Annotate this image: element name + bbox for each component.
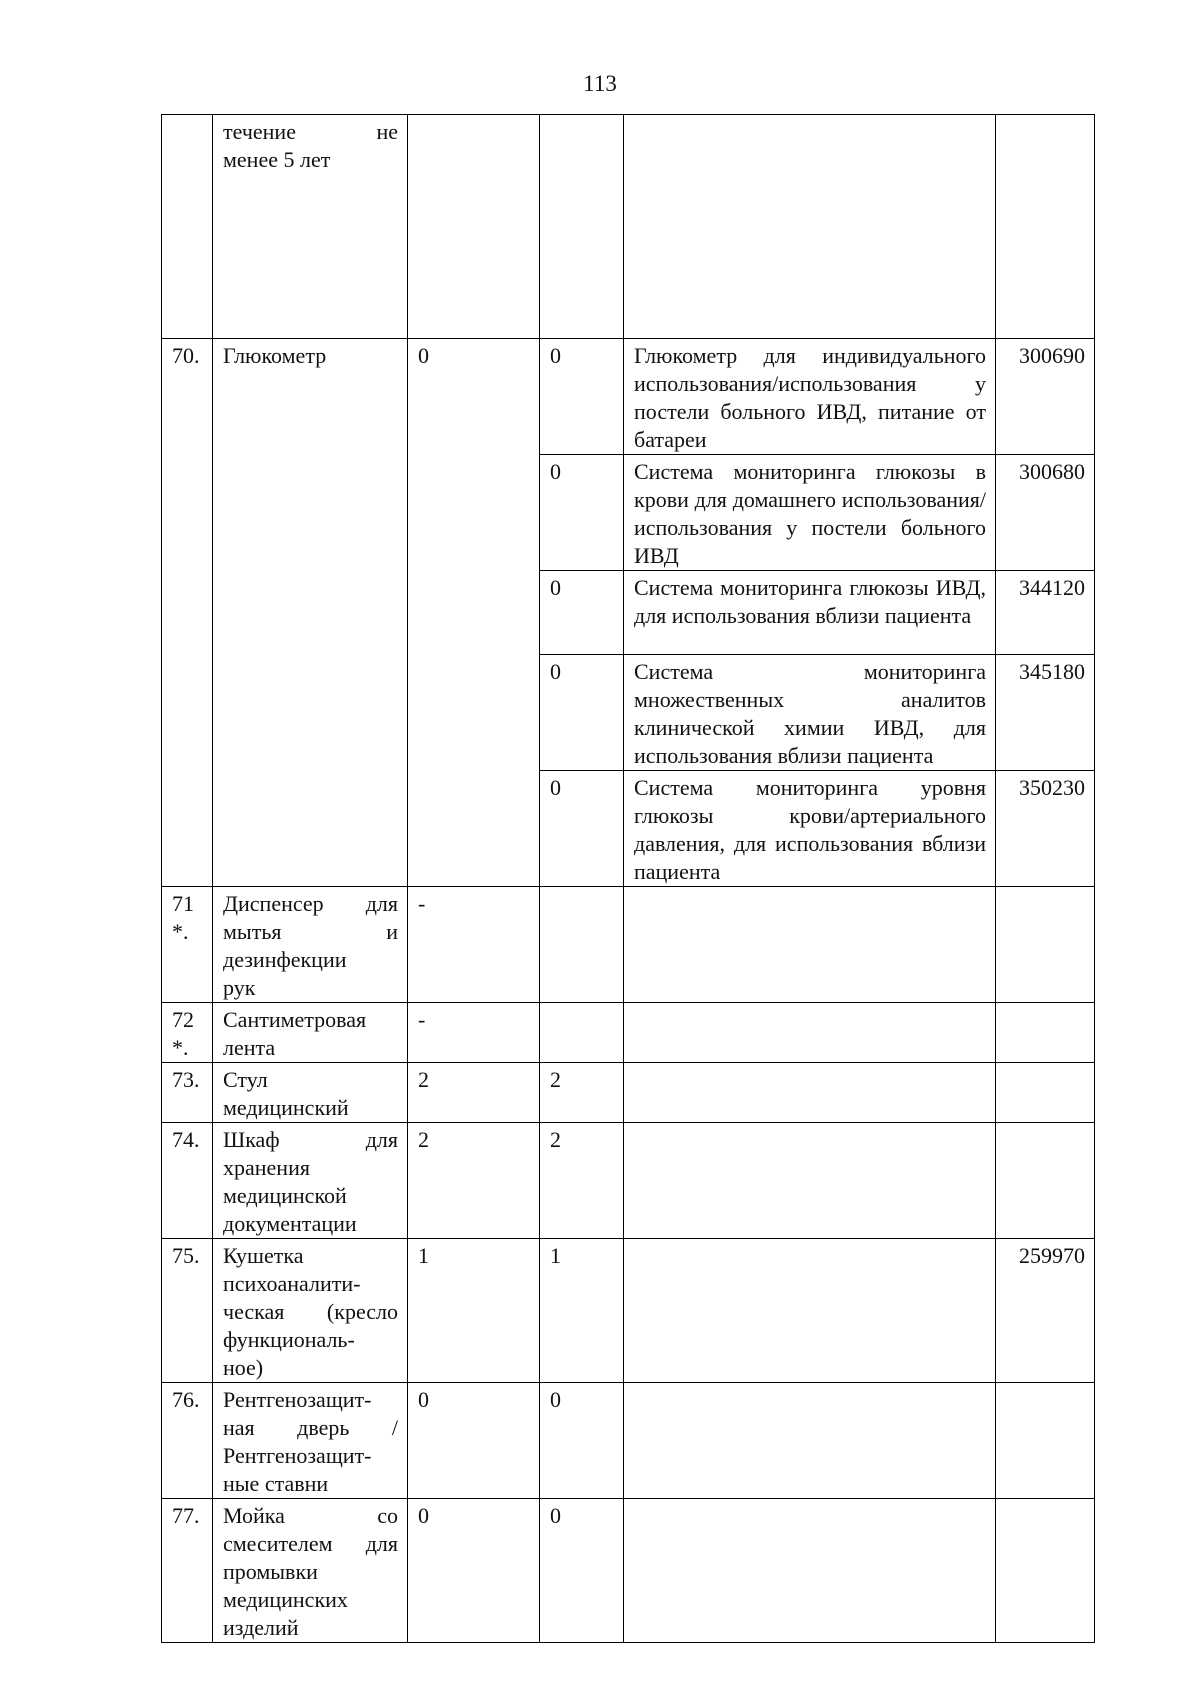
device-code (996, 1383, 1095, 1499)
device-code (996, 1003, 1095, 1063)
row-number (162, 115, 213, 339)
equipment-name: течение не менее 5 лет (213, 115, 408, 339)
quantity-actual: 2 (540, 1063, 624, 1123)
quantity-required: 0 (408, 1383, 540, 1499)
row-number: 77. (162, 1499, 213, 1643)
row-number: 74. (162, 1123, 213, 1239)
table-row (162, 1499, 1095, 1643)
quantity-actual: 0 (540, 1383, 624, 1499)
device-code (996, 115, 1095, 339)
quantity-required: 1 (408, 1239, 540, 1383)
row-number: 72 *. (162, 1003, 213, 1063)
device-code: 259970 (996, 1239, 1095, 1383)
device-description (624, 1123, 996, 1239)
quantity-actual: 0 (540, 1499, 624, 1643)
quantity-required (408, 115, 540, 339)
device-description: Система мониторинга уровня глюкозы крови/артериального давления, для использования вблизи пациента (624, 771, 996, 887)
table-row (162, 1063, 1095, 1123)
table-row (162, 1239, 1095, 1383)
quantity-required: 2 (408, 1123, 540, 1239)
equipment-name: Шкаф для хранения медицинской документации (213, 1123, 408, 1239)
quantity-required: - (408, 1003, 540, 1063)
table-row (162, 887, 1095, 1003)
row-number: 70. (162, 339, 213, 887)
equipment-name: Стул медицинский (213, 1063, 408, 1123)
row-number: 73. (162, 1063, 213, 1123)
equipment-name: Мойка со смесителем для промывки медицинских изделий (213, 1499, 408, 1643)
row-number: 71 *. (162, 887, 213, 1003)
equipment-name: Кушетка психоаналити- ческая (кресло функциональ- ное) (213, 1239, 408, 1383)
quantity-actual: 0 (540, 571, 624, 655)
quantity-required: 2 (408, 1063, 540, 1123)
row-number: 75. (162, 1239, 213, 1383)
quantity-actual (540, 887, 624, 1003)
quantity-actual: 1 (540, 1239, 624, 1383)
quantity-actual (540, 115, 624, 339)
equipment-name: Диспенсер для мытья и дезинфекции рук (213, 887, 408, 1003)
quantity-actual: 0 (540, 455, 624, 571)
device-code (996, 1499, 1095, 1643)
device-description: Глюкометр для индивидуального использования/использования у постели больного ИВД, питание от батареи (624, 339, 996, 455)
device-code: 345180 (996, 655, 1095, 771)
device-code (996, 1123, 1095, 1239)
device-description (624, 1499, 996, 1643)
row-number: 76. (162, 1383, 213, 1499)
quantity-actual: 2 (540, 1123, 624, 1239)
table-row (162, 1123, 1095, 1239)
equipment-name: Рентгенозащит- ная дверь / Рентгенозащит- ные ставни (213, 1383, 408, 1499)
page-number: 113 (583, 71, 617, 96)
device-description: Система мониторинга глюкозы в крови для домашнего использования/использования у постели больного ИВД (624, 455, 996, 571)
quantity-actual: 0 (540, 339, 624, 455)
table-row (162, 1003, 1095, 1063)
quantity-actual: 0 (540, 655, 624, 771)
quantity-actual (540, 1003, 624, 1063)
equipment-table (161, 114, 1095, 1643)
device-code (996, 1063, 1095, 1123)
quantity-required: - (408, 887, 540, 1003)
device-description (624, 1239, 996, 1383)
device-code: 350230 (996, 771, 1095, 887)
device-description: Система мониторинга глюкозы ИВД, для использования вблизи пациента (624, 571, 996, 655)
device-description (624, 1063, 996, 1123)
device-description (624, 115, 996, 339)
quantity-required: 0 (408, 1499, 540, 1643)
equipment-name: Глюкометр (213, 339, 408, 887)
device-code (996, 887, 1095, 1003)
quantity-actual: 0 (540, 771, 624, 887)
table-row (162, 115, 1095, 339)
device-code: 300690 (996, 339, 1095, 455)
table-row (162, 339, 1095, 455)
device-description (624, 1003, 996, 1063)
device-description (624, 887, 996, 1003)
device-code: 344120 (996, 571, 1095, 655)
equipment-name: Сантиметровая лента (213, 1003, 408, 1063)
quantity-required: 0 (408, 339, 540, 887)
device-code: 300680 (996, 455, 1095, 571)
table-row (162, 1383, 1095, 1499)
device-description: Система мониторинга множественных аналитов клинической химии ИВД, для использования вблизи пациента (624, 655, 996, 771)
device-description (624, 1383, 996, 1499)
